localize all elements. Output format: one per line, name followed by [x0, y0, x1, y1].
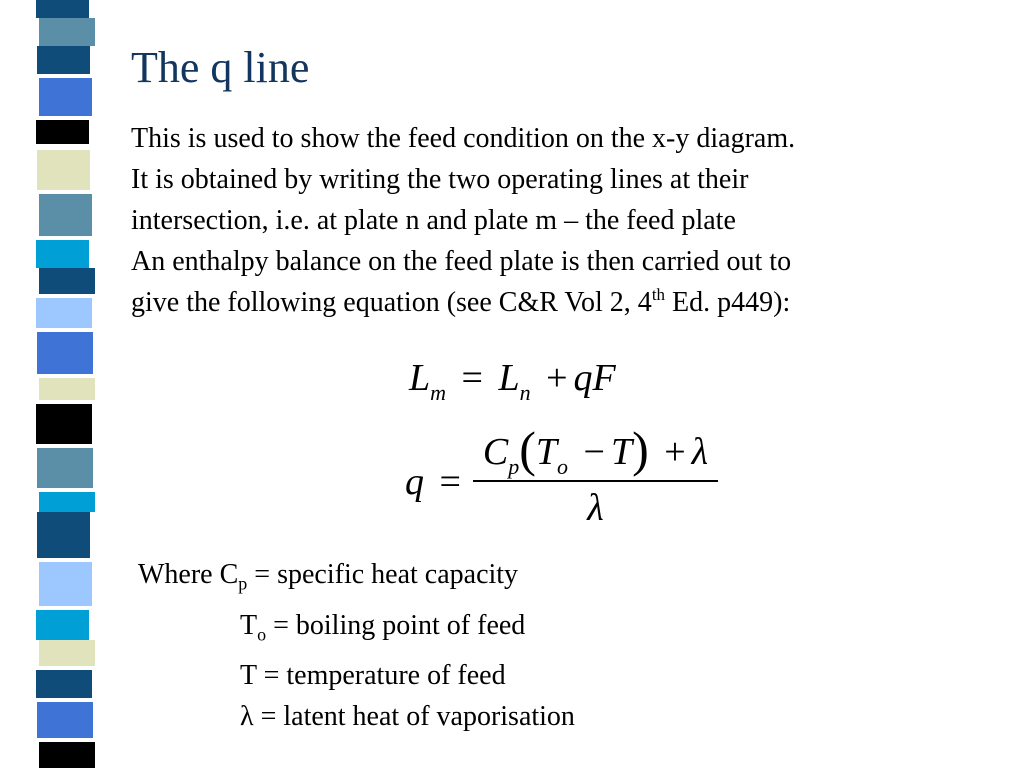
eq2-T: T — [535, 431, 557, 473]
eq2-numerator — [473, 418, 718, 479]
stripe-band — [37, 512, 90, 558]
eq1-L2: L — [498, 357, 520, 399]
definition-cp — [138, 554, 575, 605]
eq2-lambda: λ — [691, 431, 709, 473]
equation-liquid-balance — [409, 356, 616, 405]
definition-to-pre: T — [240, 609, 258, 641]
eq2-denominator — [473, 486, 718, 530]
stripe-band — [39, 194, 92, 236]
stripe-band — [37, 606, 93, 610]
definition-t: T = temperature of feed — [240, 660, 506, 692]
stripe-band — [36, 240, 89, 268]
stripe-band — [37, 294, 90, 298]
eq2-den-lambda: λ — [587, 487, 604, 529]
body-line-1: This is used to show the feed condition on the x-y diagram. — [131, 123, 796, 154]
definition-to — [138, 605, 575, 656]
stripe-band — [39, 698, 92, 702]
stripe-band — [39, 78, 92, 116]
body-line-4: An enthalpy balance on the feed plate is then carried out to — [131, 246, 792, 277]
stripe-band — [37, 46, 90, 74]
body-line-3: intersection, i.e. at plate n and plate m – the feed plate — [131, 205, 736, 236]
stripe-band — [36, 404, 92, 444]
body-line-5-post: Ed. p449): — [665, 287, 791, 318]
stripe-band — [39, 18, 95, 46]
stripe-band — [36, 298, 92, 328]
stripe-band — [37, 116, 93, 120]
page-title: The q line — [131, 43, 310, 92]
stripe-band — [36, 558, 92, 562]
stripe-band — [37, 236, 93, 240]
stripe-band — [37, 150, 90, 190]
symbol-definitions — [138, 554, 575, 737]
definition-cp-sub: p — [238, 573, 248, 594]
stripe-band — [39, 640, 95, 666]
eq2-C: C — [482, 431, 509, 473]
eq1-L: L — [409, 357, 431, 399]
definition-cp-post: = specific heat capacity — [247, 559, 519, 590]
definition-to-sub: o — [257, 624, 267, 645]
stripe-band — [39, 328, 92, 332]
stripe-band — [39, 268, 95, 294]
stripe-band — [36, 120, 89, 144]
eq2-T2: T — [610, 431, 633, 473]
eq1-plus: + — [546, 357, 568, 399]
fraction-bar — [473, 480, 718, 482]
definition-lambda: λ = latent heat of vaporisation — [240, 701, 575, 733]
eq1-equals: = — [461, 357, 483, 399]
eq1-sub-n: n — [519, 380, 531, 405]
stripe-band — [36, 0, 89, 18]
decorative-stripe — [0, 0, 118, 768]
stripe-band — [37, 702, 93, 738]
eq2-sub-o: o — [557, 454, 568, 479]
stripe-band — [39, 742, 95, 768]
stripe-band — [39, 378, 95, 400]
stripe-band — [36, 190, 92, 194]
stripe-band — [36, 488, 89, 492]
ordinal-superscript: th — [651, 285, 666, 304]
stripe-band — [37, 400, 90, 404]
eq2-lparen: ( — [519, 421, 536, 477]
eq2-equals: = — [439, 461, 461, 503]
stripe-band — [36, 374, 89, 378]
eq2-q: q — [405, 461, 424, 503]
stripe-band — [37, 666, 90, 670]
eq2-sub-p: p — [508, 454, 520, 479]
eq2-lhs — [405, 460, 467, 504]
body-paragraph — [131, 118, 1011, 323]
eq2-fraction — [473, 418, 718, 528]
body-line-5-pre: give the following equation (see C&R Vol 2, 4 — [131, 287, 652, 318]
stripe-band — [36, 670, 92, 698]
definition-to-post: = boiling point of feed — [266, 609, 526, 641]
body-line-2: It is obtained by writing the two operating lines at their — [131, 164, 749, 195]
eq2-plus: + — [664, 431, 686, 473]
stripe-band — [39, 144, 95, 150]
stripe-band — [37, 332, 93, 374]
definition-cp-pre: Where C — [138, 559, 239, 590]
eq2-rparen: ) — [632, 421, 649, 477]
eq1-qF: qF — [573, 357, 616, 399]
eq2-minus: − — [583, 431, 605, 473]
stripe-band — [39, 444, 92, 448]
stripe-band — [39, 562, 92, 606]
stripe-band — [39, 492, 95, 512]
stripe-band — [37, 448, 93, 488]
stripe-band — [36, 610, 89, 640]
stripe-band — [36, 74, 92, 78]
eq1-sub-m: m — [430, 380, 447, 405]
body-line-5 — [131, 282, 1011, 323]
stripe-band — [36, 738, 89, 742]
